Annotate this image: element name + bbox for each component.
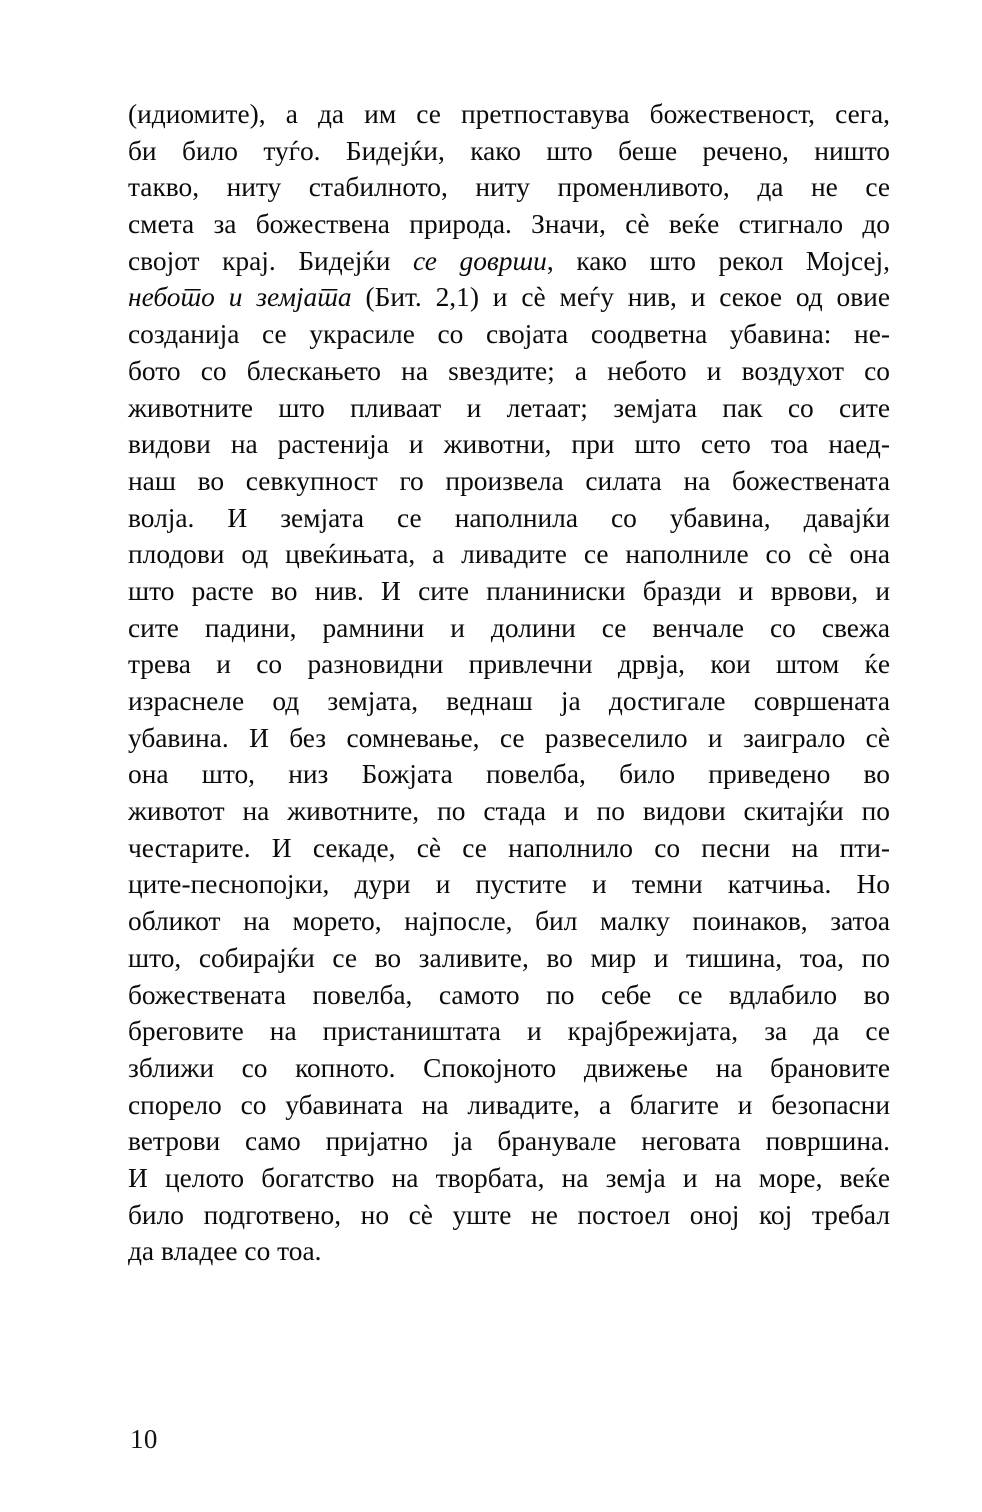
text-line: зближи со копното. Спокојното движење на брановите [128,1052,890,1083]
text-line: животните што пливаат и летаат; земјата пак со сите [128,392,890,423]
text-line: својот крај. Бидејќи се доврши, како што рекол Мојсеј, [128,245,891,276]
text-line: убавина. И без сомневање, се развеселило и заиграло сѐ [128,722,890,753]
text-line: обликот на морето, најпосле, бил малку поинаков, затоа [128,906,890,937]
text-line: волја. И земјата се наполнила со убавина, давајќи [128,502,890,533]
text-line: божествената повелба, самото по себе се вдлабило во [128,979,890,1010]
text-line: видови на растенија и животни, при што сето тоа наед- [128,429,890,460]
italic-quotation: се доврши [412,245,547,276]
text-line: трева и со разновидни привлечни дрвја, кои штом ќе [128,649,890,680]
text-line: бреговите на пристаништата и крајбрежијата, за да се [128,1016,890,1047]
text-line: било подготвено, но сѐ уште не постоел оној кој требал [128,1199,890,1230]
text-line: (идиомите), а да им се претпоставува божественост, сега, [128,99,890,129]
text-line: бото со блескањето на ѕвездите; а небото и воздухот со [128,355,890,386]
text-line: што, собирајќи се во заливите, во мир и тишина, тоа, по [128,942,890,973]
text-line: небото и земјата (Бит. 2,1) и сѐ меѓу нив, и секое од овие [128,282,891,313]
text-line: честарите. И секаде, сѐ се наполнило со песни на пти- [128,832,890,863]
text-line: би било туѓо. Бидејќи, како што беше речено, ништо [128,135,890,166]
body-text-block [128,96,890,1270]
text-line: спорело со убавината на ливадите, а благите и безопасни [128,1089,890,1120]
text-line: наш во севкупност го произвела силата на божествената [128,465,890,496]
text-line: плодови од цвеќињата, а ливадите се наполниле со сѐ она [128,539,890,570]
page-number: 10 [130,1424,158,1454]
text-line: израснеле од земјата, веднаш ја достигале совршената [128,686,890,716]
text-line: такво, ниту стабилното, ниту променливото, да не се [128,172,890,203]
text-line: сите падини, рамнини и долини се венчале со свежа [128,612,890,643]
paragraph-creation-narrative [128,96,890,1270]
text-line: она што, низ Божјата повелба, било приведено во [128,759,890,790]
text-line: ветрови само пријатно ја бранувале неговата површина. [128,1126,890,1157]
text-line: созданија се украсиле со својата соодветна убавина: не- [128,319,890,350]
text-line: смета за божествена природа. Значи, сѐ веќе стигнало до [128,209,890,240]
text-line: да владее со тоа. [128,1236,322,1267]
italic-quotation: небото и земјата [128,282,352,313]
text-line: И целото богатство на творбата, на земја и на море, веќе [128,1162,890,1193]
text-line: животот на животните, по стада и по видови скитајќи по [128,796,890,827]
text-line: ците-песнопојки, дури и пустите и темни катчиња. Но [128,869,890,900]
text-line: што расте во нив. И сите планиниски бразди и врвови, и [128,575,890,606]
